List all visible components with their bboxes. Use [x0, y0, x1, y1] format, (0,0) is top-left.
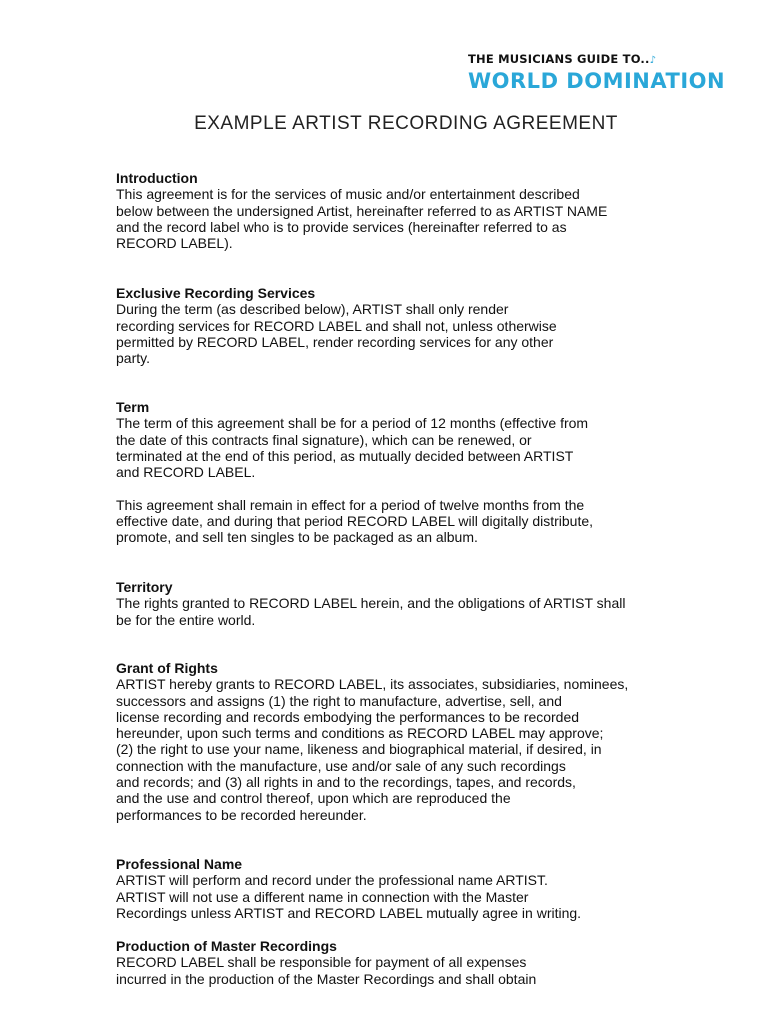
logo-wordmark: WORLD DOMINATION	[468, 69, 726, 93]
body-line: permitted by RECORD LABEL, render recording services for any other	[116, 333, 554, 350]
logo	[468, 52, 726, 94]
body-line: promote, and sell ten singles to be packaged as an album.	[116, 529, 478, 546]
body-line: Recordings unless ARTIST and RECORD LABEL mutually agree in writing.	[116, 904, 582, 921]
body-line: performances to be recorded hereunder.	[116, 806, 367, 823]
paragraph-gap	[116, 480, 676, 496]
body-line: terminated at the end of this period, as mutually decided between ARTIST	[116, 447, 574, 464]
body-line: the date of this contracts final signature), which can be renewed, or	[116, 431, 532, 448]
section-heading: Grant of Rights	[116, 660, 218, 676]
body-line: and records; and (3) all rights in and to the recordings, tapes, and records,	[116, 774, 576, 791]
section-heading: Exclusive Recording Services	[116, 285, 316, 301]
logo-tagline: THE MUSICIANS GUIDE TO..♪	[468, 52, 657, 66]
body-line: effective date, and during that period RECORD LABEL will digitally distribute,	[116, 513, 594, 530]
body-line: incurred in the production of the Master Recordings and shall obtain	[116, 970, 537, 987]
body-line: ARTIST will not use a different name in connection with the Master	[116, 888, 529, 905]
section-grant-of-rights	[116, 660, 676, 823]
body-line: (2) the right to use your name, likeness and biographical material, if desired, in	[116, 741, 602, 758]
body-line: and the record label who is to provide services (hereinafter referred to as	[116, 218, 567, 235]
body-line: RECORD LABEL).	[116, 235, 233, 252]
section-introduction	[116, 170, 676, 251]
body-line: RECORD LABEL shall be responsible for payment of all expenses	[116, 954, 527, 971]
body-line: license recording and records embodying the performances to be recorded	[116, 708, 580, 725]
body-line: hereunder, upon such terms and conditions as RECORD LABEL may approve;	[116, 725, 604, 742]
body-line: party.	[116, 350, 150, 367]
body-line: connection with the manufacture, use and/or sale of any such recordings	[116, 757, 566, 774]
body-line: ARTIST will perform and record under the professional name ARTIST.	[116, 872, 548, 889]
body-line: below between the undersigned Artist, hereinafter referred to as ARTIST NAME	[116, 202, 608, 219]
body-line: successors and assigns (1) the right to manufacture, advertise, sell, and	[116, 692, 562, 709]
body-line: and RECORD LABEL.	[116, 464, 256, 481]
section-professional-name	[116, 856, 676, 921]
section-term	[116, 399, 676, 546]
body-line: recording services for RECORD LABEL and shall not, unless otherwise	[116, 317, 557, 334]
section-heading: Territory	[116, 579, 173, 595]
note-icon: ♪	[649, 55, 657, 66]
section-heading: Term	[116, 399, 150, 415]
section-territory	[116, 579, 676, 628]
document-title: EXAMPLE ARTIST RECORDING AGREEMENT	[194, 113, 618, 134]
section-production-of-master-recordings	[116, 938, 676, 987]
section-heading: Professional Name	[116, 856, 243, 872]
body-line: ARTIST hereby grants to RECORD LABEL, its associates, subsidiaries, nominees,	[116, 676, 629, 693]
body-line: and the use and control thereof, upon which are reproduced the	[116, 790, 511, 807]
body-line: be for the entire world.	[116, 611, 256, 628]
body-line: The rights granted to RECORD LABEL herein, and the obligations of ARTIST shall	[116, 595, 626, 612]
section-heading: Introduction	[116, 170, 198, 186]
body-line: This agreement is for the services of music and/or entertainment described	[116, 186, 580, 203]
body-line: This agreement shall remain in effect for a period of twelve months from the	[116, 496, 585, 513]
body-line: The term of this agreement shall be for a period of 12 months (effective from	[116, 415, 589, 432]
body-line: During the term (as described below), ARTIST shall only render	[116, 301, 509, 318]
section-exclusive-recording-services	[116, 285, 676, 366]
section-heading: Production of Master Recordings	[116, 938, 337, 954]
